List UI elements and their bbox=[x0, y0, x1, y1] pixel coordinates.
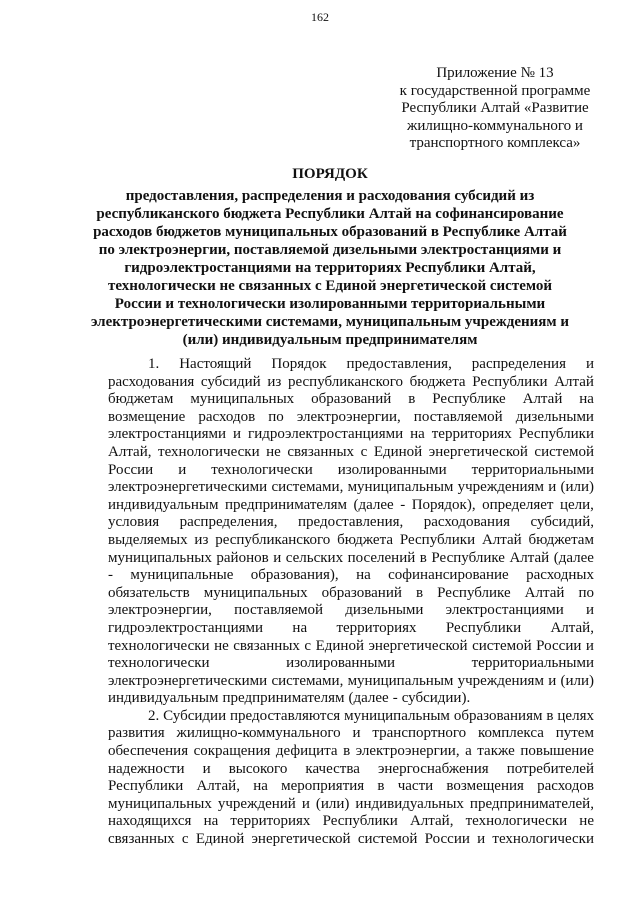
page-number: 162 bbox=[311, 10, 329, 24]
title-line: предоставления, распределения и расходования субсидий из bbox=[125, 188, 535, 204]
paragraph-line: индивидуальным предпринимателям (далее - субсидии). bbox=[108, 690, 471, 707]
title-line: по электроэнергии, поставляемой дизельными электростанциями и bbox=[98, 242, 562, 258]
paragraph-line: связанных с Единой энергетической системой России и технологически bbox=[108, 831, 594, 848]
title-line: России и технологически изолированными территориальными bbox=[114, 296, 546, 312]
paragraph-line: обеспечения сокращения дефицита в электроэнергии, а также повышение bbox=[108, 743, 594, 760]
title-line: (или) индивидуальным предпринимателям bbox=[182, 332, 478, 348]
paragraph-line: развития жилищно-коммунального и транспортного комплекса путем bbox=[108, 725, 594, 742]
paragraph-line: Республики Алтай, на мероприятия в части возмещения расходов bbox=[108, 778, 594, 795]
paragraph-line: бюджетам муниципальных образований в Республике Алтай на bbox=[108, 391, 594, 408]
paragraph-line: надежности и высокого качества энергоснабжения потребителей bbox=[108, 760, 594, 777]
paragraph-line: муниципальных районов и сельских поселений в Республике Алтай (далее bbox=[108, 549, 594, 566]
appendix-line: Приложение № 13 bbox=[436, 65, 554, 81]
title-line: технологически не связанных с Единой энергетической системой bbox=[107, 278, 553, 294]
paragraph-line: 1. Настоящий Порядок предоставления, распределения и bbox=[148, 356, 594, 372]
paragraph-line: электроэнергетическими системами, муниципальным учреждениям и (или) bbox=[108, 672, 594, 689]
title-line: расходов бюджетов муниципальных образований в Республике Алтай bbox=[93, 224, 567, 240]
paragraph-line: муниципальных учреждений и (или) индивидуальных предпринимателей, bbox=[108, 795, 594, 812]
title-heading: ПОРЯДОК bbox=[292, 166, 368, 182]
paragraph-line: России и технологически изолированными территориальными bbox=[108, 461, 594, 478]
document-title bbox=[70, 165, 590, 349]
paragraph-line: гидроэлектростанциями на территориях Республики Алтай, bbox=[108, 619, 594, 636]
paragraph-line: находящихся на территориях Республики Алтай, технологически не bbox=[108, 813, 594, 830]
paragraph-line: условия распределения, предоставления, расходования субсидий, bbox=[108, 514, 594, 531]
paragraph-line: технологически изолированными территориальными bbox=[108, 655, 594, 672]
document-body bbox=[108, 356, 594, 849]
paragraph-line: электростанциями и гидроэлектростанциями на территориях Республики bbox=[108, 426, 594, 443]
paragraph-line: технологически не связанных с Единой энергетической системой России и bbox=[108, 637, 594, 654]
paragraph-line: возмещение расходов по электроэнергии, поставляемой дизельными bbox=[108, 408, 594, 425]
title-line: электроэнергетическими системами, муниципальным учреждениям и bbox=[90, 314, 570, 330]
title-line: республиканского бюджета Республики Алтай на софинансирование bbox=[96, 206, 564, 222]
paragraph-line: 2. Субсидии предоставляются муниципальным образованиям в целях bbox=[148, 707, 594, 724]
appendix-line: транспортного комплекса» bbox=[409, 135, 581, 151]
appendix-line: Республики Алтай «Развитие bbox=[401, 100, 589, 116]
appendix-line: жилищно-коммунального и bbox=[407, 117, 583, 134]
paragraph-line: выделяемых из республиканского бюджета Республики Алтай бюджетам bbox=[108, 531, 594, 548]
appendix-header bbox=[380, 65, 610, 153]
paragraph-line: Алтай, технологически не связанных с Единой энергетической системой bbox=[108, 443, 594, 460]
paragraph-line: - муниципальные образования), на софинансирование расходных bbox=[108, 567, 594, 584]
appendix-line: к государственной программе bbox=[399, 82, 591, 99]
title-line: гидроэлектростанциями на территориях Республики Алтай, bbox=[124, 260, 536, 276]
paragraph-line: электроэнергетическими системами, муниципальным учреждениям и (или) bbox=[108, 479, 594, 496]
paragraph-line: индивидуальным предпринимателям (далее - Порядок), определяет цели, bbox=[108, 496, 594, 513]
paragraph-line: обязательств муниципальных образований в Республике Алтай по bbox=[108, 584, 594, 601]
paragraph-line: электроэнергии, поставляемой дизельными электростанциями и bbox=[108, 602, 594, 619]
paragraph-line: расходования субсидий из республиканского бюджета Республики Алтай bbox=[108, 373, 594, 390]
